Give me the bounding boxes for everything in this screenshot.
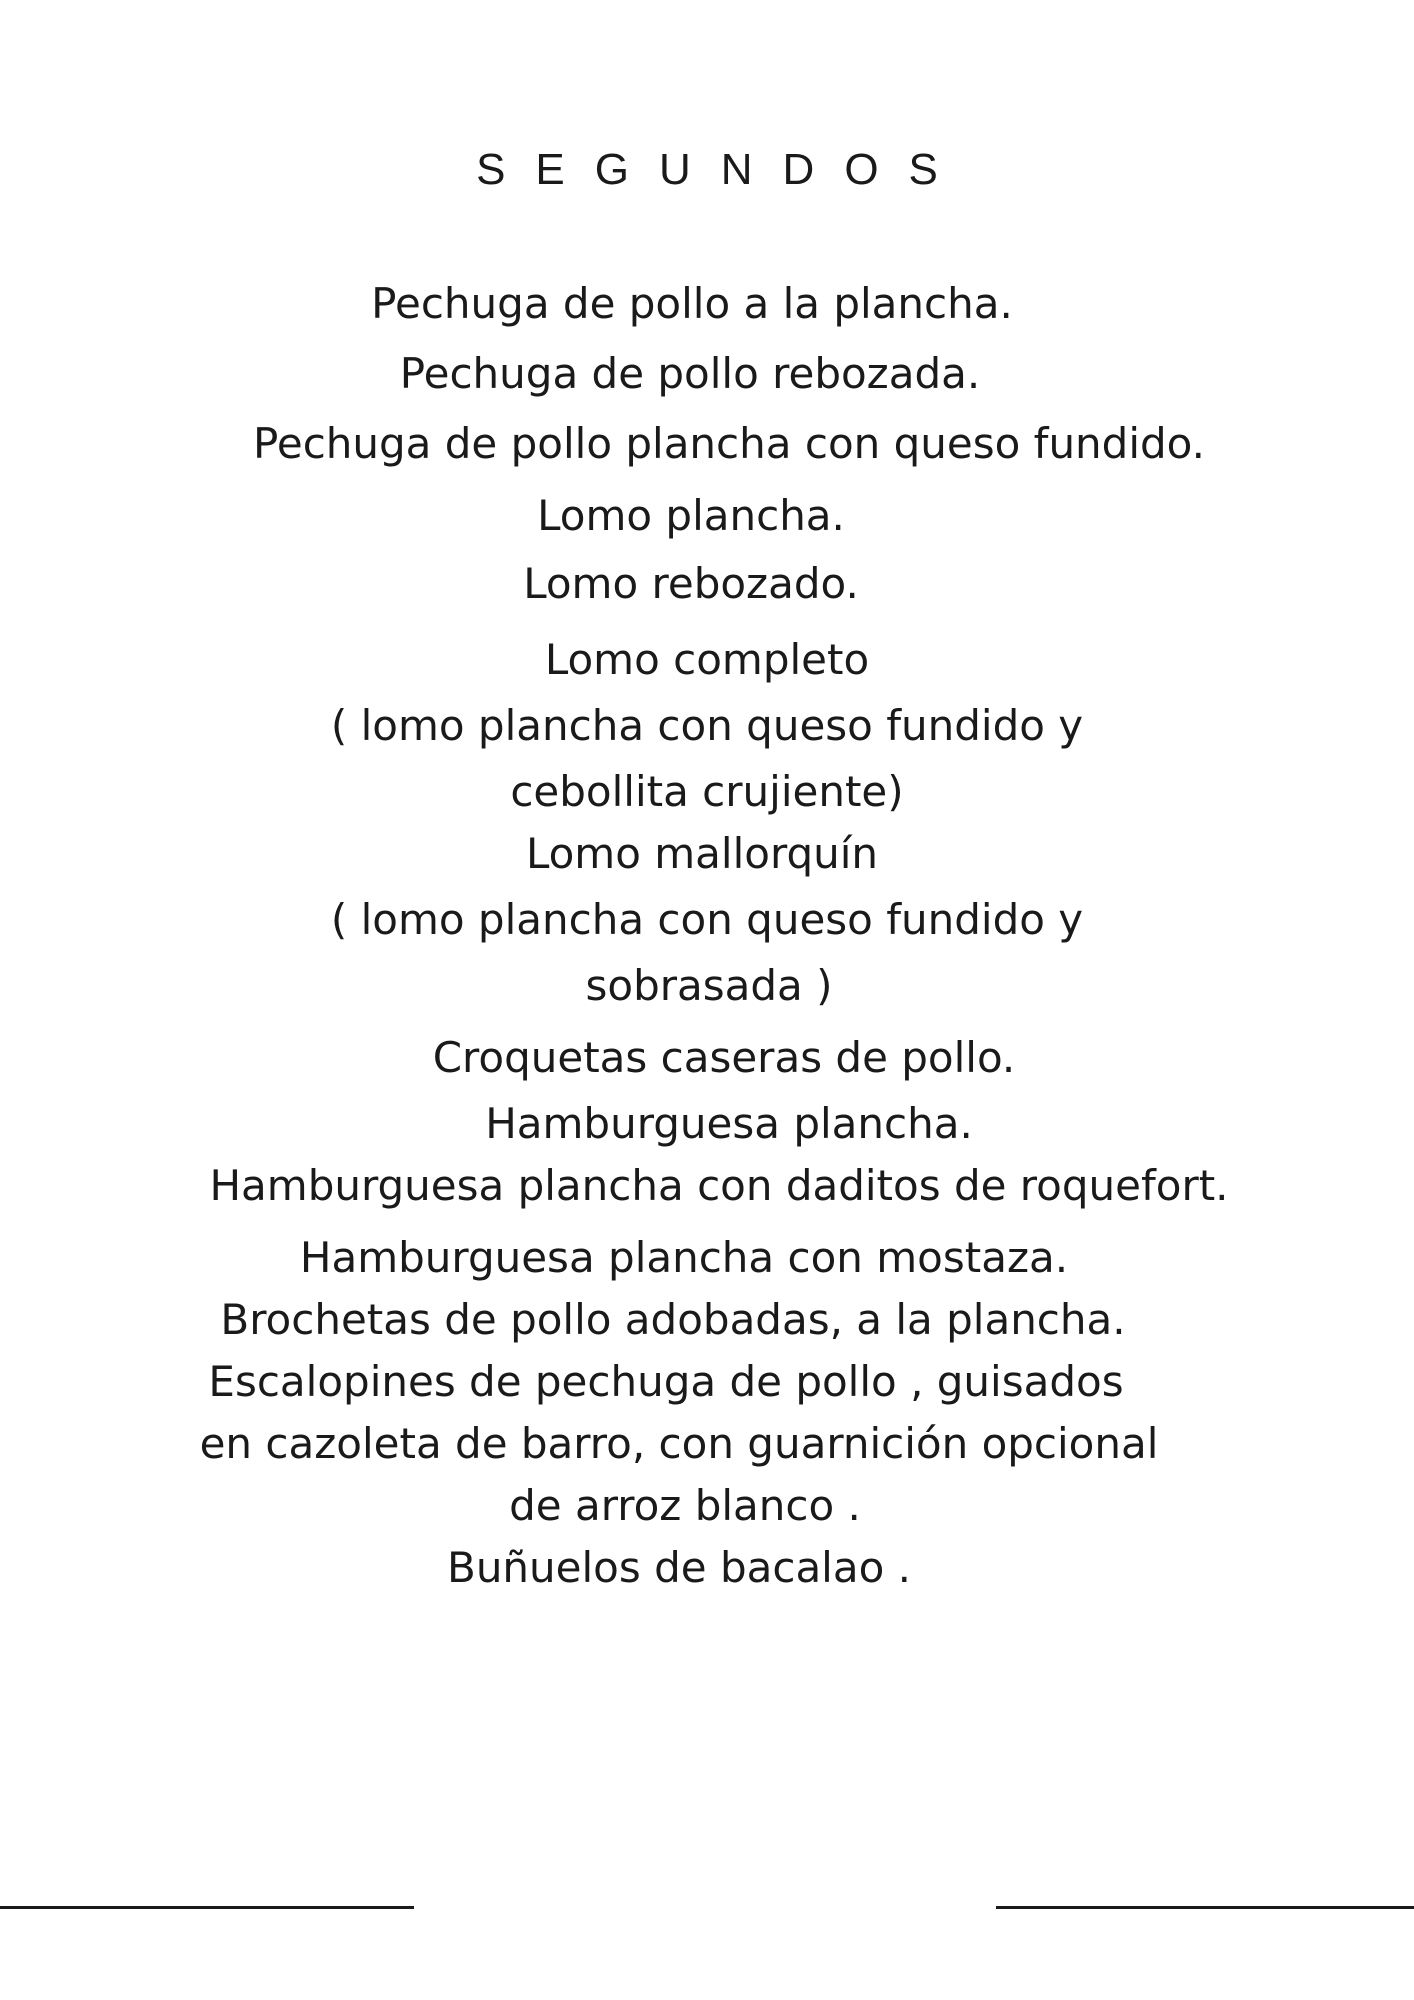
menu-item: Lomo mallorquín bbox=[525, 829, 879, 878]
menu-item: Pechuga de pollo rebozada. bbox=[399, 349, 981, 398]
menu-item-description: en cazoleta de barro, con guarnición opcional bbox=[199, 1419, 1159, 1468]
menu-item: Escalopines de pechuga de pollo , guisados bbox=[208, 1357, 1124, 1406]
menu-item: Hamburguesa plancha con daditos de roquefort. bbox=[209, 1161, 1229, 1210]
menu-item: Hamburguesa plancha. bbox=[485, 1099, 973, 1148]
menu-item: Lomo completo bbox=[544, 635, 870, 684]
menu-item: Pechuga de pollo plancha con queso fundido. bbox=[253, 419, 1205, 468]
menu-item: Pechuga de pollo a la plancha. bbox=[371, 279, 1013, 328]
menu-item-description: ( lomo plancha con queso fundido y bbox=[330, 895, 1084, 944]
menu-item-description: cebollita crujiente) bbox=[510, 767, 904, 816]
menu-item-description: sobrasada ) bbox=[585, 961, 833, 1010]
menu-item-description: de arroz blanco . bbox=[509, 1481, 861, 1530]
menu-item: Lomo rebozado. bbox=[523, 559, 859, 608]
footer-rule-right bbox=[996, 1906, 1414, 1909]
menu-item: Buñuelos de bacalao . bbox=[447, 1543, 911, 1592]
menu-item: Brochetas de pollo adobadas, a la plancha. bbox=[220, 1295, 1126, 1344]
page-title: SEGUNDOS bbox=[476, 145, 968, 194]
menu-item-description: ( lomo plancha con queso fundido y bbox=[330, 701, 1084, 750]
menu-item: Croquetas caseras de pollo. bbox=[432, 1033, 1016, 1082]
menu-item: Lomo plancha. bbox=[537, 491, 845, 540]
footer-rule-left bbox=[0, 1906, 414, 1909]
menu-item: Hamburguesa plancha con mostaza. bbox=[299, 1233, 1069, 1282]
